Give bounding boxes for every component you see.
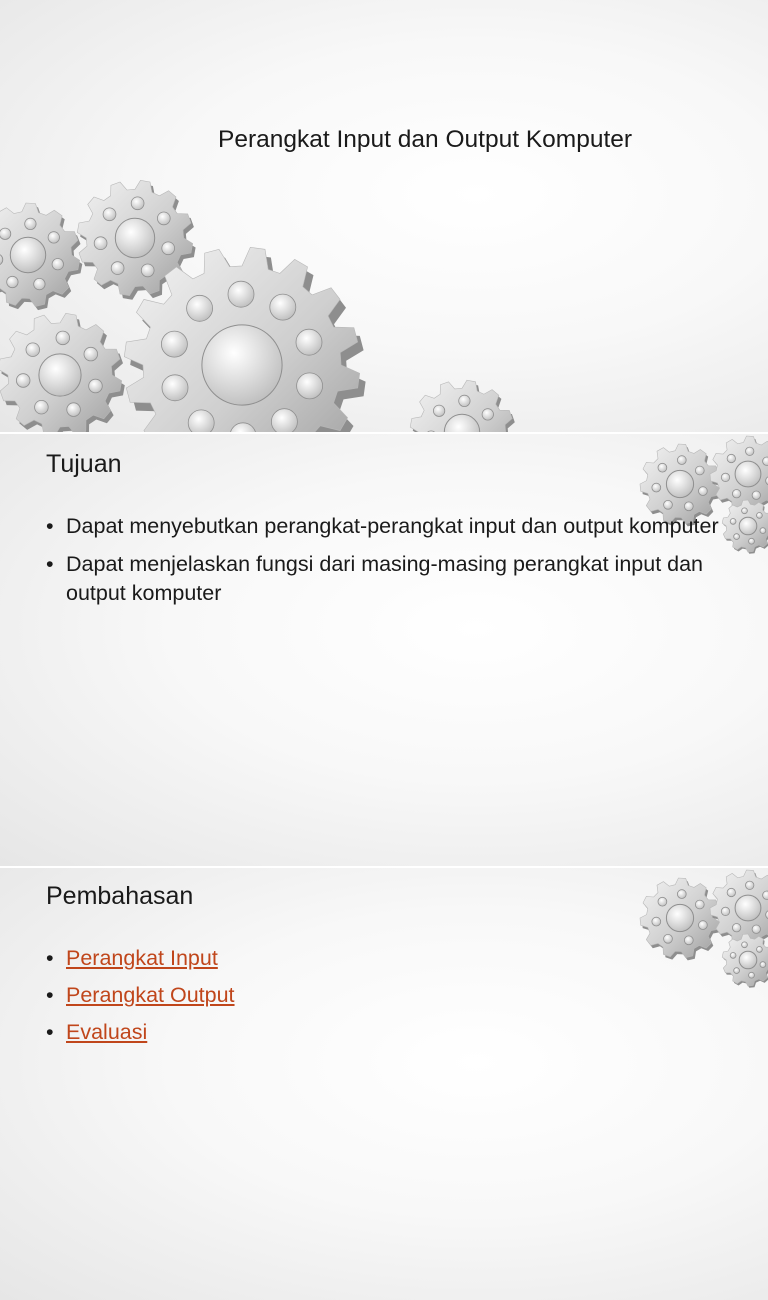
slide-title: Perangkat Input dan Output Komputer [218,126,633,153]
gear-icon [722,934,768,988]
gear-icon [410,380,516,432]
gear-icon [0,313,125,432]
gears-illustration [0,868,768,1300]
list-item [46,981,446,1010]
list-item: • Dapat menyebutkan perangkat-perangkat input dan output komputer [46,512,726,541]
slide-heading: Pembahasan [46,882,194,910]
link-perangkat-output[interactable]: Perangkat Output [66,983,235,1007]
gears-illustration [0,434,768,866]
gear-icon [0,203,82,310]
topic-link-list [46,944,446,1055]
gear-icon [722,500,768,554]
gears-illustration [0,0,768,432]
title-slide [0,0,768,432]
list-item [46,944,446,973]
bullet-list [46,512,726,617]
link-perangkat-input[interactable]: Perangkat Input [66,946,218,970]
list-item [46,1018,446,1047]
list-item: • Dapat menjelaskan fungsi dari masing-masing perangkat input dan output komputer [46,550,726,608]
objectives-slide [0,434,768,866]
slide-heading: Tujuan [46,450,122,478]
link-evaluasi[interactable]: Evaluasi [66,1020,148,1044]
topics-slide [0,868,768,1300]
gear-icon [640,878,722,960]
